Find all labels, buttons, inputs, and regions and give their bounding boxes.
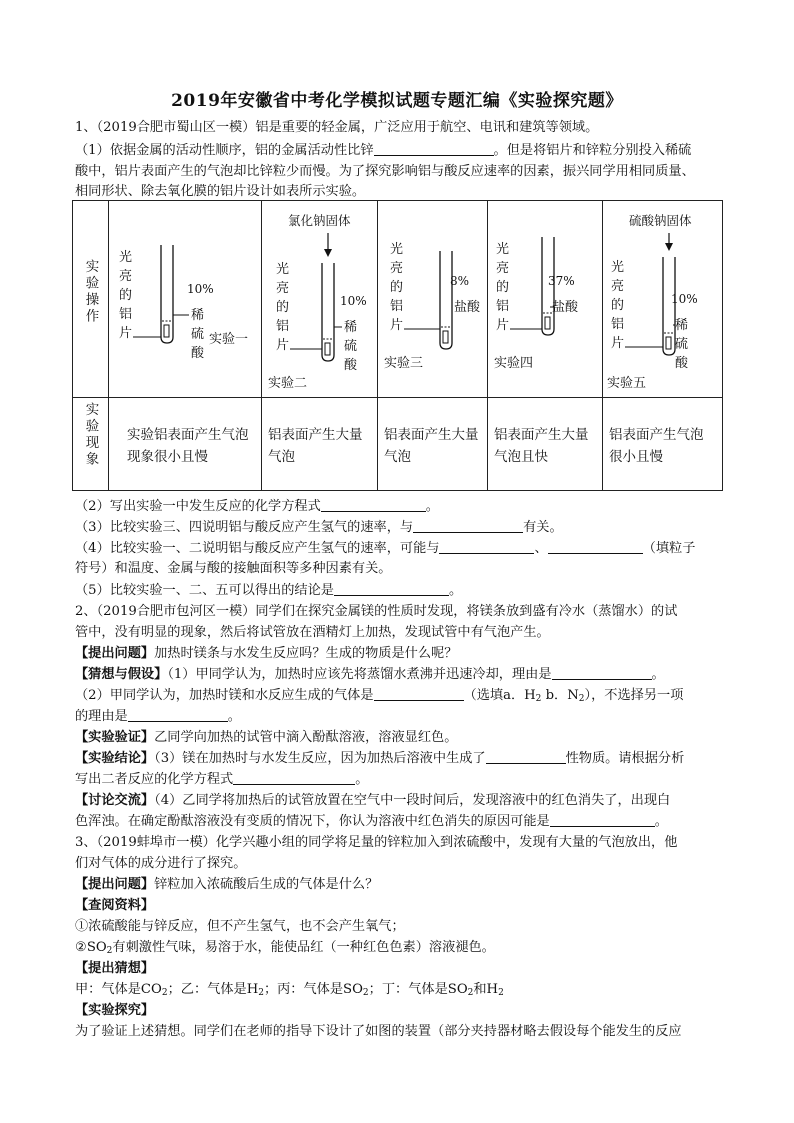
- row-header-operation: 实验操作: [73, 201, 109, 398]
- acid-concentration: 10%: [340, 294, 367, 308]
- aluminum-piece-label: 亮: [611, 279, 625, 294]
- acid-name: 硫: [344, 339, 358, 354]
- acid-name: 盐酸: [454, 300, 481, 315]
- q3-text-line: 为了验证上述猜想。同学们在老师的指导下设计了如图的装置（部分夹持器材略去假设每个能发生的反应: [75, 1024, 682, 1039]
- added-solid-label: 氯化钠固体: [288, 213, 351, 228]
- test-tube: [161, 245, 173, 343]
- aluminum-piece-label: 铝: [390, 299, 404, 314]
- answer-blank[interactable]: [128, 707, 228, 722]
- acid-concentration: 8%: [450, 274, 470, 288]
- q1-text-line: 相同形状、除去氧化膜的铝片设计如表所示实验。: [75, 184, 366, 199]
- q3-question: 【提出问题】锌粒加入浓硫酸后生成的气体是什么？: [75, 877, 379, 892]
- answer-blank[interactable]: [321, 497, 426, 512]
- added-solid-label: 硫酸钠固体: [629, 213, 692, 228]
- aluminum-piece-label: 铝: [611, 317, 625, 332]
- answer-blank[interactable]: [552, 665, 652, 680]
- arrow-head: [665, 243, 673, 251]
- q2-question: 【提出问题】加热时镁条与水发生反应吗？生成的物质是什么呢？: [75, 646, 458, 661]
- acid-name: 稀: [191, 308, 205, 323]
- aluminum-piece-label: 光: [119, 250, 133, 265]
- q2-conclusion: 【实验结论】（3）镁在加热时与水发生反应，因为加热后溶液中生成了 性物质。请根据分析: [75, 751, 685, 766]
- acid-name: 酸: [191, 346, 205, 361]
- aluminum-piece-label: 亮: [496, 261, 510, 276]
- aluminum-piece-label: 片: [611, 336, 625, 351]
- aluminum-piece-label: 片: [496, 318, 510, 333]
- answer-blank[interactable]: [233, 770, 355, 785]
- aluminum-piece-label: 铝: [119, 307, 133, 322]
- q1-intro: 1、（2019合肥市蜀山区一模）铝是重要的轻金属，广泛应用于航空、电讯和建筑等领域。: [75, 120, 599, 135]
- experiment-3-observation: 铝表面产生大量气泡: [384, 427, 479, 465]
- answer-blank[interactable]: [486, 749, 566, 764]
- experiment-3-diagram: [378, 201, 488, 398]
- acid-name: 稀: [344, 320, 358, 335]
- experiment-2-observation: 铝表面产生大量气泡: [268, 427, 363, 465]
- answer-blank[interactable]: [413, 518, 523, 533]
- answer-blank[interactable]: [334, 581, 449, 596]
- aluminum-piece-label: 的: [496, 280, 510, 295]
- experiment-2-diagram: [262, 201, 378, 398]
- aluminum-piece-label: 铝: [276, 319, 290, 334]
- aluminum-piece-label: 光: [611, 260, 625, 275]
- experiment-label: 实验五: [607, 376, 647, 391]
- experiment-label: 实验四: [494, 356, 534, 371]
- answer-blank[interactable]: [548, 539, 643, 554]
- q3-info-2: $②SO_2$有刺激性气味，易溶于水，能使品红（一种红色色素）溶液褪色。: [75, 940, 495, 956]
- test-tube-diagram: [603, 201, 723, 397]
- q3-intro: 3、（2019蚌埠市一模）化学兴趣小组的同学将足量的锌粒加入到浓硫酸中，发现有大量的气泡放出，他: [75, 835, 678, 850]
- acid-concentration: 37%: [548, 274, 575, 288]
- acid-name: 稀: [675, 318, 689, 333]
- aluminum-piece: [325, 343, 330, 355]
- aluminum-piece-label: 亮: [119, 269, 133, 284]
- aluminum-piece-label: 光: [496, 242, 510, 257]
- page-title: 2019年安徽省中考化学模拟试题专题汇编《实验探究题》: [171, 91, 623, 111]
- experiment-1-diagram: [109, 201, 262, 398]
- experiment-5-diagram: [603, 201, 723, 398]
- experiment-5-observation: 铝表面产生气泡很小且慢: [609, 427, 704, 465]
- test-tube: [440, 251, 452, 349]
- answer-blank[interactable]: [374, 141, 494, 156]
- row-header-phenomenon: 实验现象: [73, 398, 109, 491]
- aluminum-piece: [545, 317, 550, 329]
- aluminum-piece-label: 光: [390, 242, 404, 257]
- acid-name: 硫: [191, 327, 205, 342]
- aluminum-piece-label: 的: [119, 288, 133, 303]
- aluminum-piece-label: 亮: [276, 281, 290, 296]
- test-tube-diagram: [488, 201, 603, 397]
- q2-hypothesis: 【猜想与假设】（1）甲同学认为，加热时应该先将蒸馏水煮沸并迅速冷却，理由是 。: [75, 667, 665, 682]
- q3-info-heading: 【查阅资料】: [75, 898, 155, 913]
- experiment-4-diagram: [488, 201, 603, 398]
- q1-part1: （1）依据金属的活动性顺序，铝的金属活动性比锌 。但是将铝片和锌粒分别投入稀硫: [75, 143, 692, 158]
- acid-name: 硫: [675, 337, 689, 352]
- aluminum-piece: [443, 331, 448, 343]
- test-tube-diagram: [262, 201, 378, 397]
- acid-name: 酸: [675, 356, 689, 371]
- experiment-label: 实验三: [384, 356, 424, 371]
- answer-blank[interactable]: [374, 686, 464, 701]
- aluminum-piece-label: 片: [276, 338, 290, 353]
- q2-text-line: 管中，没有明显的现象，然后将试管放在酒精灯上加热，发现试管中有气泡产生。: [75, 625, 550, 640]
- test-tube: [663, 257, 675, 355]
- test-tube-diagram: [378, 201, 488, 397]
- arrow-head: [324, 249, 332, 257]
- aluminum-piece: [164, 325, 169, 337]
- aluminum-piece-label: 光: [276, 262, 290, 277]
- aluminum-piece-label: 的: [611, 298, 625, 313]
- q3-explore-heading: 【实验探究】: [75, 1003, 155, 1018]
- experiment-table: [72, 200, 723, 491]
- acid-concentration: 10%: [671, 292, 698, 306]
- q2-part2: （2）甲同学认为，加热时镁和水反应生成的气体是 （选填a．$H_2$ b．$N_2$），不选择另一项: [75, 688, 684, 704]
- test-tube-diagram: [109, 201, 262, 397]
- experiment-4-observation: 铝表面产生大量气泡且快: [494, 427, 589, 465]
- test-tube: [322, 263, 334, 361]
- q2-verification: 【实验验证】乙同学向加热的试管中滴入酚酞溶液，溶液显红色。: [75, 730, 458, 745]
- aluminum-piece-label: 亮: [390, 261, 404, 276]
- answer-blank[interactable]: [550, 812, 655, 827]
- answer-blank[interactable]: [439, 539, 534, 554]
- q2-text-line: 色浑浊。在确定酚酞溶液没有变质的情况下，你认为溶液中红色消失的原因可能是 。: [75, 814, 668, 829]
- aluminum-piece-label: 片: [119, 326, 133, 341]
- aluminum-piece-label: 的: [390, 280, 404, 295]
- q1-part3: （3）比较实验三、四说明铝与酸反应产生氢气的速率，与 有关。: [75, 520, 563, 535]
- acid-name: 酸: [344, 358, 358, 373]
- aluminum-piece-label: 铝: [496, 299, 510, 314]
- aluminum-piece-label: 的: [276, 300, 290, 315]
- experiment-label: 实验二: [268, 376, 308, 391]
- q1-text-line: 符号）和温度、金属与酸的接触面积等多种因素有关。: [75, 561, 392, 576]
- q2-intro: 2、（2019合肥市包河区一模）同学们在探究金属镁的性质时发现，将镁条放到盛有冷水（蒸馏水）的试: [75, 604, 678, 619]
- q1-part5: （5）比较实验一、二、五可以得出的结论是 。: [75, 583, 463, 598]
- acid-concentration: 10%: [187, 282, 214, 296]
- experiment-1-observation: 实验铝表面产生气泡现象很小且慢: [127, 427, 249, 465]
- aluminum-piece-label: 片: [390, 318, 404, 333]
- aluminum-piece: [666, 337, 671, 349]
- q3-hypothesis-heading: 【提出猜想】: [75, 961, 155, 976]
- acid-name: 盐酸: [552, 300, 579, 315]
- experiment-label: 实验一: [209, 332, 249, 347]
- q2-text-line: 写出二者反应的化学方程式 。: [75, 772, 369, 787]
- q1-text-line: 酸中，铝片表面产生的气泡却比锌粒少而慢。为了探究影响铝与酸反应速率的因素，振兴同学用相同质量、: [75, 164, 695, 179]
- q2-text-line: 的理由是 。: [75, 709, 241, 724]
- q2-discussion: 【讨论交流】（4）乙同学将加热后的试管放置在空气中一段时间后，发现溶液中的红色消失了，出现白: [75, 793, 671, 808]
- q3-text-line: 们对气体的成分进行了探究。: [75, 856, 247, 871]
- q1-part4: （4）比较实验一、二说明铝与酸反应产生氢气的速率，可能与 、 （填粒子: [75, 541, 696, 556]
- q1-part2: （2）写出实验一中发生反应的化学方程式 。: [75, 499, 439, 514]
- q3-info-1: ①浓硫酸能与锌反应，但不产生氢气，也不会产生氧气；: [75, 919, 405, 934]
- q3-hypotheses: 甲：气体是$CO_2$；乙：气体是$H_2$；丙：气体是$SO_2$；丁：气体是$SO_2$和$H_2$: [75, 982, 504, 998]
